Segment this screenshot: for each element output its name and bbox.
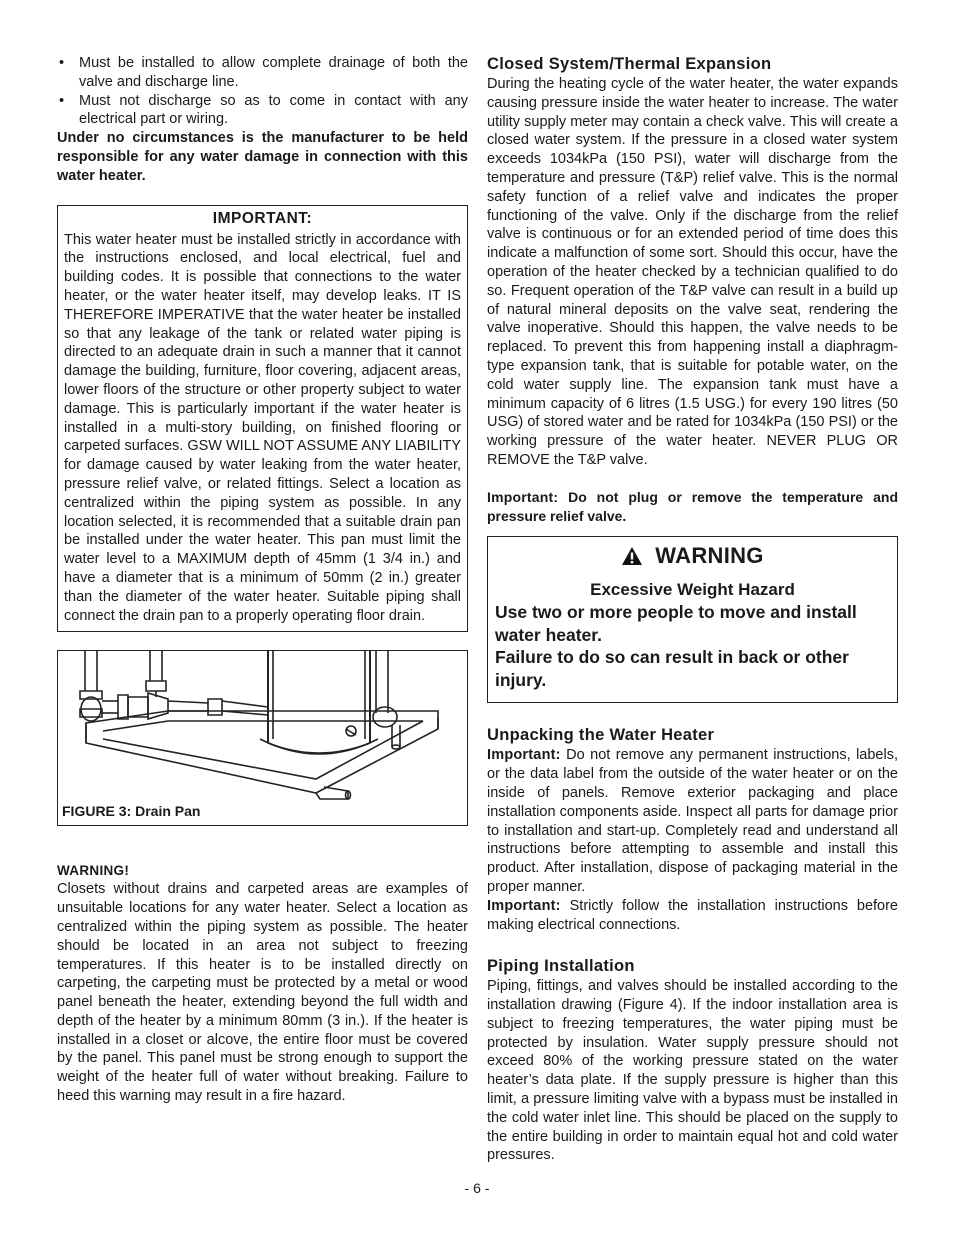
- weight-warning-box: [487, 536, 898, 703]
- unpacking-paragraph-2: [487, 897, 898, 935]
- warning-heading: WARNING!: [57, 863, 130, 879]
- unpacking-text-2: Strictly follow the installation instructions before making electrical connections.: [487, 897, 898, 933]
- important-label: Important:: [487, 488, 559, 505]
- important-box-title: IMPORTANT:: [212, 209, 313, 227]
- closed-system-body: During the heating cycle of the water heater, the water expands causing pressure inside the water heater to increase. The water utility supply meter may contain a check valve. This will create a closed water system. If the pressure in a closed water system exceeds 1034kPa (150 PSI), water will discharge from the temperature and pressure (T&P) relief valve. This is the normal safety function of a relief valve and indicates the proper functioning of the valve. Only if the discharge from the relief valve is continuous or for an extended period of time does this indicate a malfunction of some sort. Should this occur, have the operation of the heater checked by a technician qualified to do so. Frequent operation of the T&P valve can result in a build up of natural mineral deposits on the valve seat, rendering the valve inoperative. Should this happen, the valve needs to be replaced. To prevent this from happening install a diaphragm-type expansion tank, that is suitable for potable water, on the cold water supply line. The expansion tank must have a minimum capacity of 6 litres (1.5 USG.) for every 190 litres (50 USG) of stored water and be rated for 1034kPa (150 PSI) or the working pressure of the water heater. NEVER PLUG OR REMOVE the T&P valve.: [487, 76, 898, 468]
- important-box: [57, 205, 468, 633]
- warning-triangle-icon: [621, 546, 643, 566]
- warning-title-row: [495, 543, 890, 569]
- left-column: [57, 54, 468, 1106]
- unpacking-paragraph-1: [487, 746, 898, 896]
- unpacking-text-1: Do not remove any permanent instructions, labels, or the data label from the outside of the water heater or on the inside of panels. Remove exterior packaging and place installation components aside. Inspect all parts for damage prior to installation and start-up. Completely read and understand all instructions before attempting to assemble and install this product. After installation, dispose of packaging material in the proper manner.: [487, 747, 898, 895]
- requirements-list: [57, 54, 468, 129]
- warning-title: WARNING: [655, 543, 764, 569]
- warning-subtitle: Excessive Weight Hazard: [590, 580, 795, 600]
- important-box-body: This water heater must be installed strictly in accordance with the instructions enclosed, and local electrical, fuel and building codes. It is possible that connections to the water heater, or the water heater itself, may develop leaks. IT IS THEREFORE IMPERATIVE that the water heater be installed so that any leakage of the tank or related water piping is directed to an adequate drain in such a manner that it cannot damage the building, furniture, floor covering, adjacent areas, lower floors of the structure or other property subject to water damage. This is particularly important if the water heater is installed in a multi-story building, on finished flooring or carpeted surfaces. GSW WILL NOT ASSUME ANY LIABILITY for damage caused by water leaking from the water heater, pressure relief valve, or related fittings. Select a location as centralized within the piping system as possible. In any location selected, it is recommended that a suitable drain pan be installed under the water heater. This pan must limit the water level to a MAXIMUM depth of 45mm (1 3/4 in.) and have a diameter that is a minimum of 50mm (2 in.) greater than the diameter of the water heater. Suitable piping shall connect the drain pan to a properly operating floor drain.: [64, 231, 462, 624]
- piping-body: Piping, fittings, and valves should be installed according to the installation drawing (Figure 4). If the indoor installation area is subject to freezing temperatures, the water piping must be protected by insulation. Water supply pressure should not exceed 80% of the working pressure stated on the water heater’s data plate. If the supply pressure is higher than this limit, a pressure limiting valve with a bypass must be installed in the cold water inlet line. This should be placed on the supply to the entire building in order to maintain equal hot and cold water pressures.: [487, 978, 898, 1164]
- figure-drain-pan: [57, 650, 468, 826]
- unpacking-heading: Unpacking the Water Heater: [487, 726, 715, 745]
- list-item: • Must not discharge so as to come in contact with any electrical part or wiring.: [57, 92, 468, 130]
- important-label: Important:: [487, 747, 561, 764]
- warning-consequence: Failure to do so can result in back or other injury.: [495, 647, 849, 690]
- figure-caption: FIGURE 3: Drain Pan: [62, 803, 201, 820]
- tp-valve-important: [487, 488, 898, 526]
- warning-instruction: Use two or more people to move and install water heater.: [495, 602, 857, 645]
- important-label: Important:: [487, 897, 561, 914]
- unpacking-section: [487, 725, 898, 934]
- piping-section: [487, 956, 898, 1165]
- warning-body: Closets without drains and carpeted areas are examples of unsuitable locations for any water heater. Select a location as centralized within the piping system as possible. The heater should be located in an area not subject to freezing temperatures. If this heater is to be installed directly on carpeting, the carpeting must be protected by a metal or wood panel beneath the heater, extending beyond the full width and depth of the heater by a minimum 80mm (3 in.). If the heater is installed in a closet or alcove, the entire floor must be covered by the panel. This panel must be strong enough to support the weight of the heater full of water without breaking. Failure to heed this warning may result in a fire hazard.: [57, 881, 468, 1105]
- right-column: [487, 54, 898, 1165]
- important-text: Do not plug or remove the temperature and pressure relief valve.: [487, 488, 898, 524]
- closed-system-heading: Closed System/Thermal Expansion: [487, 55, 772, 73]
- liability-disclaimer: Under no circumstances is the manufacturer to be held responsible for any water damage in connection with this water heater.: [57, 130, 468, 184]
- list-item: • Must be installed to allow complete drainage of both the valve and discharge line.: [57, 54, 468, 92]
- page-number: - 6 -: [464, 1180, 490, 1196]
- piping-heading: Piping Installation: [487, 957, 635, 976]
- drain-pan-illustration: [58, 651, 467, 823]
